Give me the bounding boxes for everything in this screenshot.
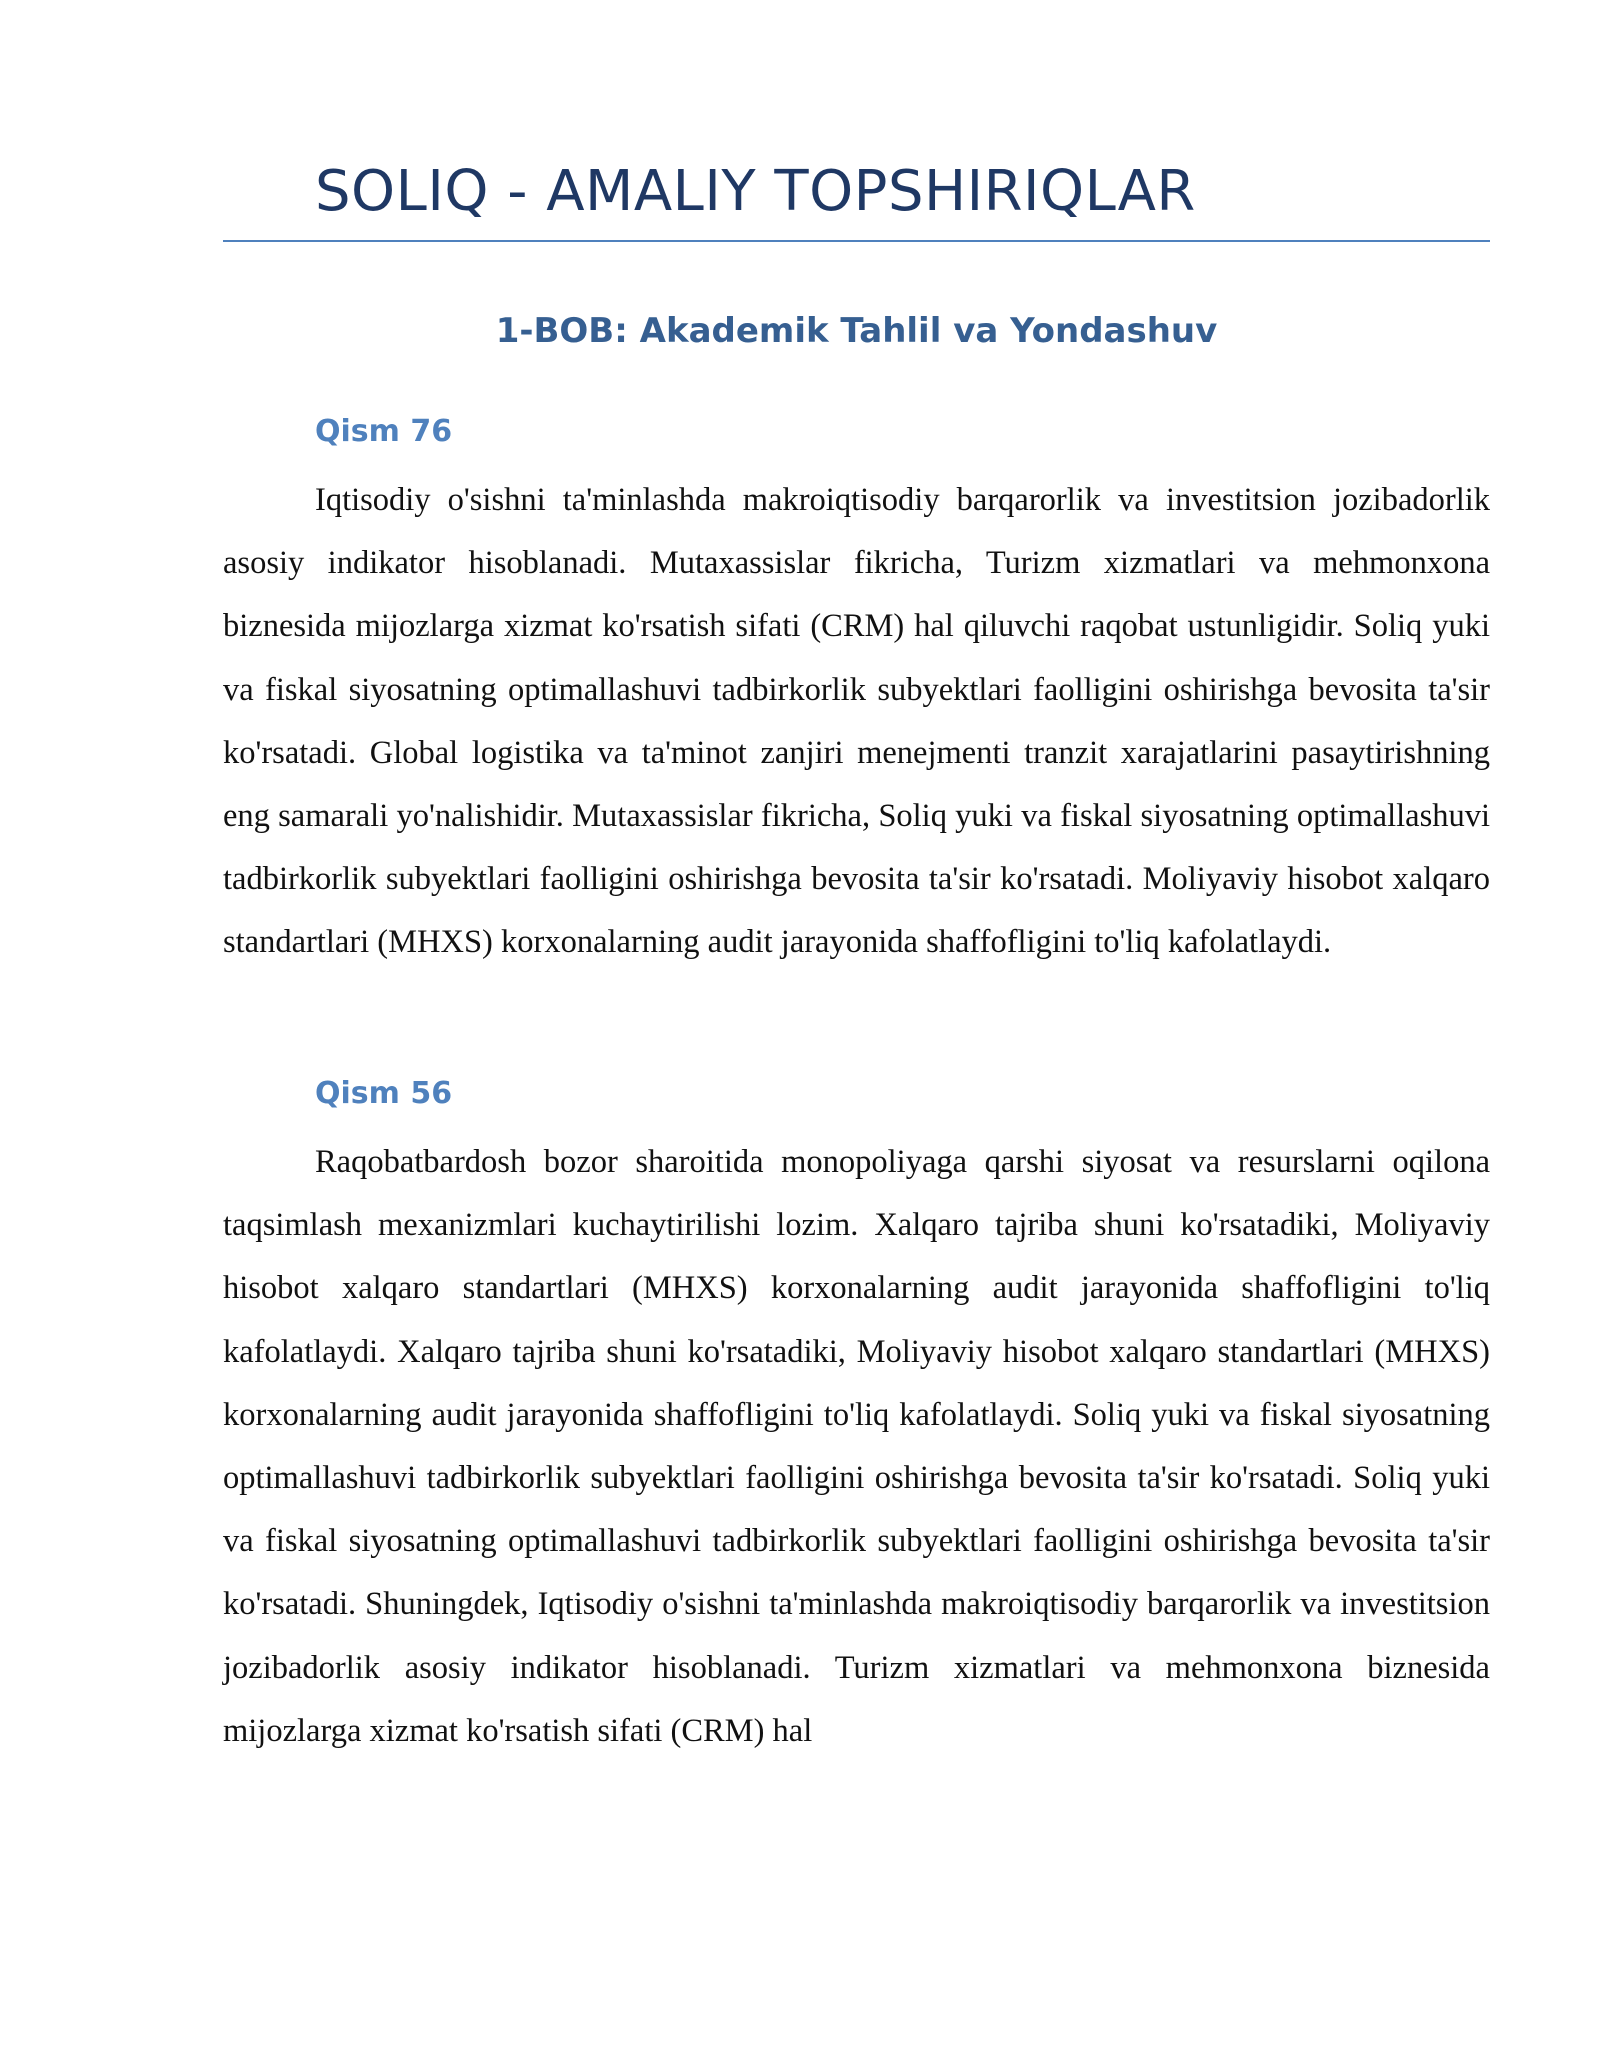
section-heading: Qism 76 <box>315 414 453 449</box>
section-heading: Qism 56 <box>315 1076 453 1111</box>
document-title: SOLIQ - AMALIY TOPSHIRIQLAR <box>315 159 1196 224</box>
section-paragraph: Raqobatbardosh bozor sharoitida monopoliyaga qarshi siyosat va resurslarni oqilona taqsimlash mexanizmlari kuchaytirilishi lozim. Xalqaro tajriba shuni ko'rsatadiki, Moliyaviy hisobot xalqaro standartlari (MHXS) korxonalarning audit jarayonida shaffofligini to'liq kafolatlaydi. Xalqaro tajriba shuni ko'rsatadiki, Moliyaviy hisobot xalqaro standartlari (MHXS) korxonalarning audit jarayonida shaffofligini to'liq kafolatlaydi. Soliq yuki va fiskal siyosatning optimallashuvi tadbirkorlik subyektlari faolligini oshirishga bevosita ta'sir ko'rsatadi. Soliq yuki va fiskal siyosatning optimallashuvi tadbirkorlik subyektlari faolligini oshirishga bevosita ta'sir ko'rsatadi. Shuningdek, Iqtisodiy o'sishni ta'minlashda makroiqtisodiy barqarorlik va investitsion jozibadorlik asosiy indikator hisoblanadi. Turizm xizmatlari va mehmonxona biznesida mijozlarga xizmat ko'rsatish sifati (CRM) hal <box>223 1144 1490 1749</box>
chapter-heading: 1-BOB: Akademik Tahlil va Yondashuv <box>495 311 1218 351</box>
title-underline <box>223 240 1490 242</box>
section-paragraph: Iqtisodiy o'sishni ta'minlashda makroiqtisodiy barqarorlik va investitsion jozibadorlik asosiy indikator hisoblanadi. Mutaxassislar fikricha, Turizm xizmatlari va mehmonxona biznesida mijozlarga xizmat ko'rsatish sifati (CRM) hal qiluvchi raqobat ustunligidir. Soliq yuki va fiskal siyosatning optimallashuvi tadbirkorlik subyektlari faolligini oshirishga bevosita ta'sir ko'rsatadi. Global logistika va ta'minot zanjiri menejmenti tranzit xarajatlarini pasaytirishning eng samarali yo'nalishidir. Mutaxassislar fikricha, Soliq yuki va fiskal siyosatning optimallashuvi tadbirkorlik subyektlari faolligini oshirishga bevosita ta'sir ko'rsatadi. Moliyaviy hisobot xalqaro standartlari (MHXS) korxonalarning audit jarayonida shaffofligini to'liq kafolatlaydi. <box>223 482 1490 961</box>
